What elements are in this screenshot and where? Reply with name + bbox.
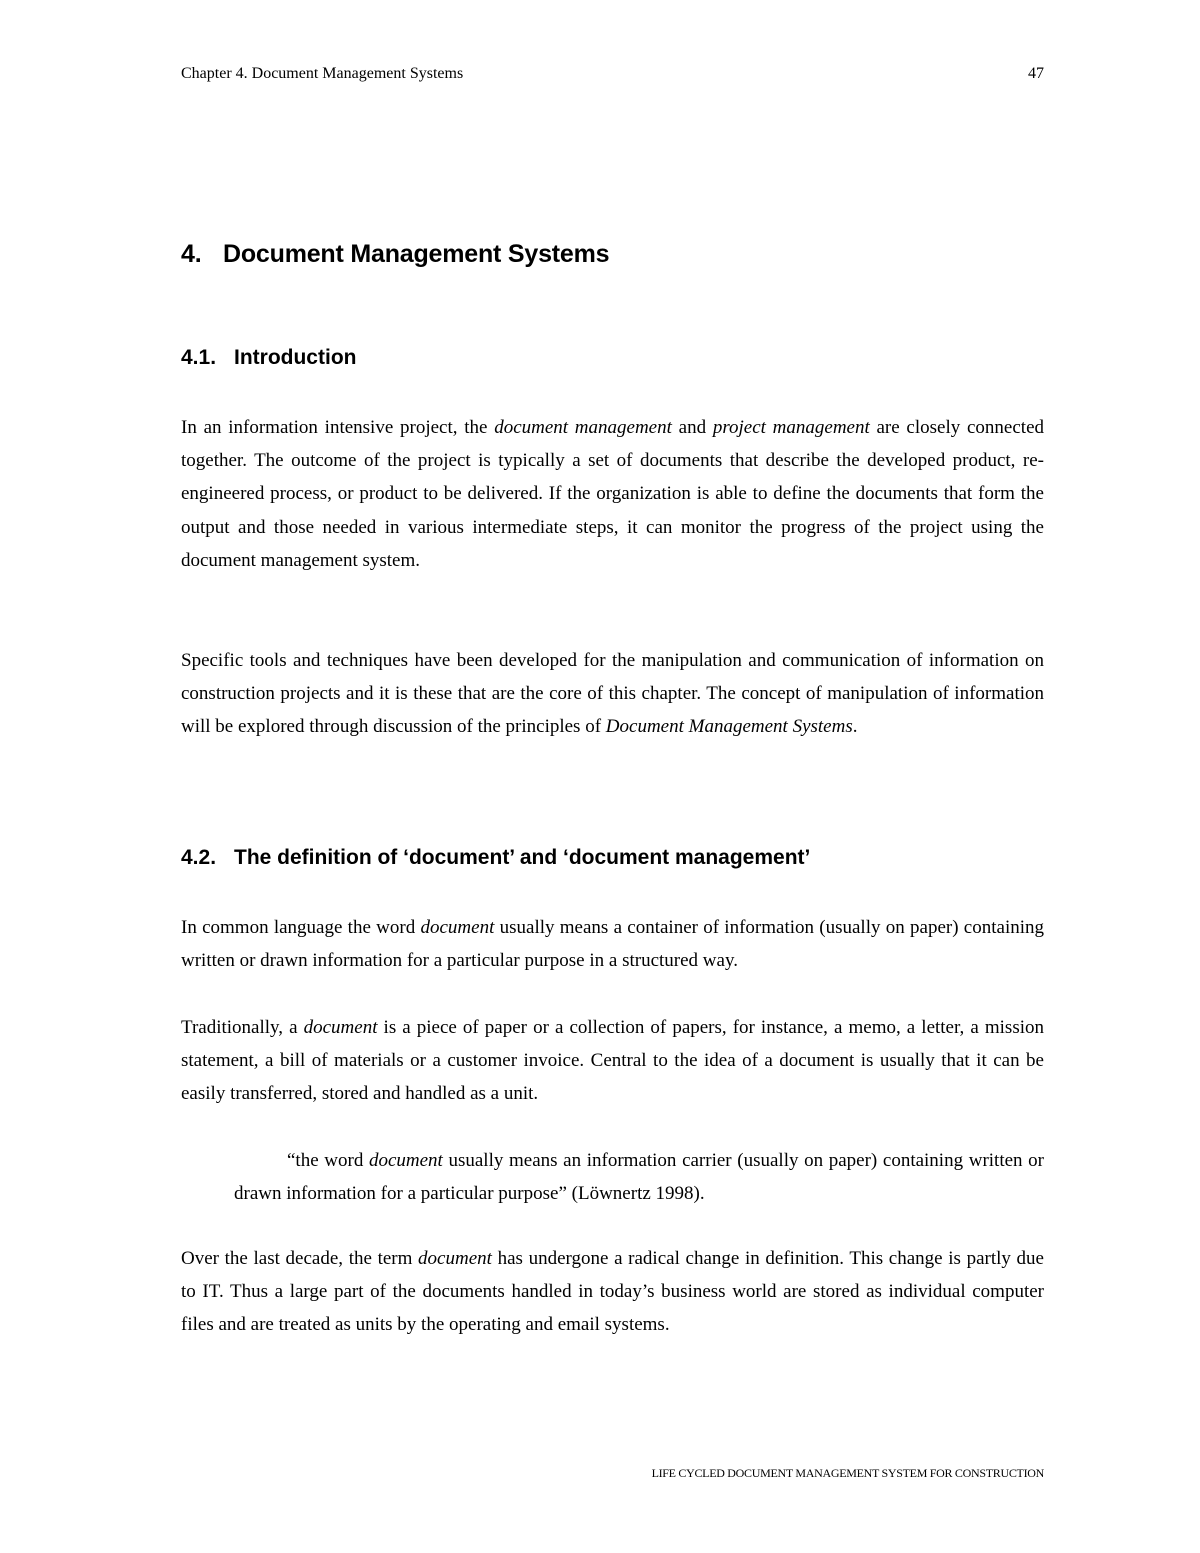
section-heading-definition <box>181 846 810 870</box>
paragraph-definition-3 <box>181 1242 1044 1342</box>
emphasis-project-management: project management <box>712 417 870 438</box>
chapter-title-text: Document Management Systems <box>223 240 610 268</box>
emphasis-document: document <box>418 1248 492 1269</box>
text-run: usually means an information carrier (usually on paper) containing written or drawn information for a particular purpose” (Löwnertz 1998). <box>234 1150 1044 1204</box>
section-title: The definition of ‘document’ and ‘document management’ <box>234 846 811 869</box>
text-run: . <box>852 716 858 738</box>
section-number: 4.1. <box>181 346 217 369</box>
text-run: Traditionally, a <box>181 1017 304 1038</box>
chapter-title <box>181 240 609 269</box>
text-run: has undergone a radical change in definition. This change is partly due to IT. Thus a large part of the documents handled in today’s business world are stored as individual computer files and are treated as units by the operating and email systems. <box>181 1248 1044 1336</box>
running-header-chapter: Chapter 4. Document Management Systems <box>181 65 464 82</box>
paragraph-definition-1 <box>181 911 1044 977</box>
text-run: In common language the word <box>181 917 421 938</box>
section-number: 4.2. <box>181 846 217 869</box>
emphasis-document: document <box>368 1150 443 1171</box>
text-run: and <box>671 417 713 438</box>
text-run: usually means a container of information (usually on paper) containing written or drawn information for a particular purpose in a structured way. <box>181 917 1045 972</box>
text-run: Specific tools and techniques have been developed for the manipulation and communication of information on construction projects and it is these that are the core of this chapter. The concept of manipulation of information will be explored through discussion of the principles of <box>181 650 1044 738</box>
paragraph-intro-2 <box>181 644 1044 744</box>
emphasis-document-management: document management <box>494 417 672 438</box>
block-quote <box>234 1144 1044 1210</box>
emphasis-document: document <box>420 917 495 938</box>
section-title: Introduction <box>234 346 357 369</box>
text-run: is a piece of paper or a collection of papers, for instance, a memo, a letter, a mission statement, a bill of materials or a customer invoice. Central to the idea of a document is usually that it can be easily transferred, stored and handled as a unit. <box>181 1017 1044 1105</box>
text-run: Over the last decade, the term <box>181 1248 419 1269</box>
section-heading-introduction <box>181 346 356 370</box>
text-run: “the word <box>287 1150 369 1171</box>
paragraph-definition-2 <box>181 1011 1044 1111</box>
text-run: In an information intensive project, the <box>181 417 495 438</box>
running-footer: LIFE CYCLED DOCUMENT MANAGEMENT SYSTEM FOR CONSTRUCTION <box>651 1466 1044 1480</box>
chapter-number: 4. <box>181 240 202 268</box>
page-number: 47 <box>1028 65 1044 82</box>
emphasis-document-management-systems: Document Management Systems <box>605 716 853 738</box>
running-header <box>181 62 1044 86</box>
text-run: are closely connected together. The outcome of the project is typically a set of documents that describe the developed product, re-engineered process, or product to be delivered. If the organization is able to define the documents that form the output and those needed in various intermediate steps, it can monitor the progress of the project using the document management system. <box>181 417 1044 571</box>
emphasis-document: document <box>303 1017 378 1038</box>
paragraph-intro-1 <box>181 411 1044 577</box>
